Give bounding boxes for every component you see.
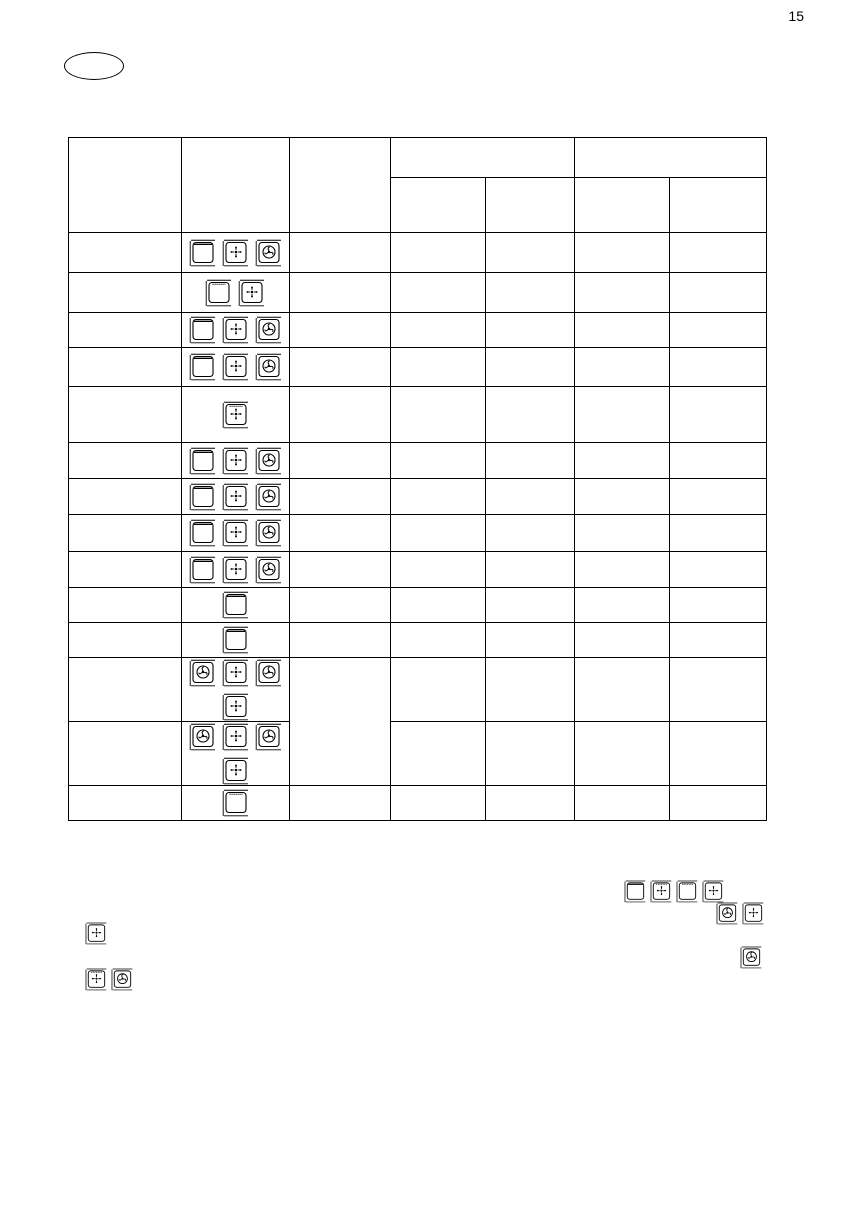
header-dish bbox=[69, 138, 182, 233]
heating-mode-cell bbox=[182, 786, 290, 821]
preheat-cell bbox=[290, 348, 391, 387]
table-row bbox=[69, 313, 767, 348]
value-cell-b2 bbox=[670, 233, 767, 273]
header-group-b-sub2 bbox=[670, 178, 767, 233]
value-cell-a2 bbox=[486, 479, 575, 515]
top-bottom-heat-icon bbox=[189, 519, 217, 547]
fan-heat-icon bbox=[222, 556, 250, 584]
value-cell-b2 bbox=[670, 387, 767, 443]
heating-mode-cell bbox=[182, 348, 290, 387]
top-bottom-heat-icon bbox=[189, 239, 217, 267]
fan-heat-icon bbox=[85, 922, 108, 945]
value-cell-a1 bbox=[391, 479, 486, 515]
ring-fan-heat-icon bbox=[255, 447, 283, 475]
header-group-b bbox=[575, 138, 767, 178]
value-cell-a2 bbox=[486, 233, 575, 273]
value-cell-b2 bbox=[670, 552, 767, 588]
value-cell-a1 bbox=[391, 443, 486, 479]
fan-heat-icon bbox=[222, 447, 250, 475]
top-bottom-heat-icon bbox=[189, 483, 217, 511]
value-cell-b2 bbox=[670, 515, 767, 552]
fan-heat-icon bbox=[702, 880, 725, 903]
header-preheat bbox=[290, 138, 391, 233]
value-cell-a2 bbox=[486, 623, 575, 658]
value-cell-b1 bbox=[575, 786, 670, 821]
fan-heat-icon bbox=[222, 757, 250, 785]
fan-heat-icon bbox=[238, 279, 266, 307]
preheat-cell bbox=[290, 786, 391, 821]
table-row bbox=[69, 658, 767, 722]
value-cell-b1 bbox=[575, 348, 670, 387]
value-cell-b1 bbox=[575, 515, 670, 552]
value-cell-a2 bbox=[486, 515, 575, 552]
value-cell-b1 bbox=[575, 233, 670, 273]
header-group-a-sub1 bbox=[391, 178, 486, 233]
ring-fan-heat-icon bbox=[189, 659, 217, 687]
table-row bbox=[69, 623, 767, 658]
ring-fan-heat-icon bbox=[255, 239, 283, 267]
fan-heat-icon bbox=[222, 316, 250, 344]
value-cell-b1 bbox=[575, 273, 670, 313]
header-mode bbox=[182, 138, 290, 233]
table-row bbox=[69, 515, 767, 552]
ring-fan-heat-icon bbox=[255, 556, 283, 584]
value-cell-a1 bbox=[391, 588, 486, 623]
value-cell-b2 bbox=[670, 658, 767, 722]
top-bottom-heat-icon bbox=[624, 880, 647, 903]
value-cell-a1 bbox=[391, 658, 486, 722]
value-cell-a2 bbox=[486, 658, 575, 722]
preheat-cell bbox=[290, 658, 391, 786]
value-cell-a1 bbox=[391, 515, 486, 552]
table-row bbox=[69, 552, 767, 588]
table-row bbox=[69, 722, 767, 786]
preheat-cell bbox=[290, 443, 391, 479]
value-cell-a2 bbox=[486, 387, 575, 443]
fan-heat-icon bbox=[222, 483, 250, 511]
value-cell-a1 bbox=[391, 387, 486, 443]
top-bottom-heat-icon bbox=[189, 556, 217, 584]
value-cell-a1 bbox=[391, 623, 486, 658]
value-cell-a1 bbox=[391, 233, 486, 273]
value-cell-a1 bbox=[391, 348, 486, 387]
table-row bbox=[69, 387, 767, 443]
value-cell-b1 bbox=[575, 443, 670, 479]
value-cell-b1 bbox=[575, 722, 670, 786]
preheat-cell bbox=[290, 588, 391, 623]
ring-fan-heat-icon bbox=[189, 723, 217, 751]
page-number: 15 bbox=[788, 8, 804, 24]
grill-icon bbox=[205, 279, 233, 307]
grill-icon bbox=[676, 880, 699, 903]
value-cell-a2 bbox=[486, 348, 575, 387]
ring-fan-heat-icon bbox=[255, 316, 283, 344]
dish-cell bbox=[69, 786, 182, 821]
dish-cell bbox=[69, 313, 182, 348]
heating-mode-cell bbox=[182, 313, 290, 348]
ring-fan-heat-icon bbox=[255, 659, 283, 687]
value-cell-b1 bbox=[575, 479, 670, 515]
top-bottom-heat-icon bbox=[189, 316, 217, 344]
ring-fan-heat-icon bbox=[111, 968, 134, 991]
preheat-cell bbox=[290, 515, 391, 552]
value-cell-a1 bbox=[391, 273, 486, 313]
heating-mode-cell bbox=[182, 588, 290, 623]
table-row bbox=[69, 479, 767, 515]
fan-grill-icon bbox=[650, 880, 673, 903]
heating-mode-cell bbox=[182, 387, 290, 443]
heating-mode-cell bbox=[182, 515, 290, 552]
heating-mode-cell bbox=[182, 552, 290, 588]
header-group-a bbox=[391, 138, 575, 178]
fan-heat-icon bbox=[222, 239, 250, 267]
value-cell-b2 bbox=[670, 722, 767, 786]
preheat-cell bbox=[290, 623, 391, 658]
table-row bbox=[69, 786, 767, 821]
table-row bbox=[69, 348, 767, 387]
value-cell-b2 bbox=[670, 348, 767, 387]
heating-mode-cell bbox=[182, 623, 290, 658]
value-cell-a2 bbox=[486, 443, 575, 479]
value-cell-a2 bbox=[486, 722, 575, 786]
preheat-cell bbox=[290, 479, 391, 515]
value-cell-a1 bbox=[391, 313, 486, 348]
fan-grill-icon bbox=[85, 968, 108, 991]
ring-fan-heat-icon bbox=[255, 483, 283, 511]
fan-heat-icon bbox=[222, 659, 250, 687]
top-bottom-heat-icon bbox=[222, 591, 250, 619]
preheat-cell bbox=[290, 273, 391, 313]
dish-cell bbox=[69, 623, 182, 658]
dish-cell bbox=[69, 387, 182, 443]
value-cell-b1 bbox=[575, 313, 670, 348]
value-cell-a2 bbox=[486, 552, 575, 588]
fan-heat-icon bbox=[222, 693, 250, 721]
heating-mode-cell bbox=[182, 443, 290, 479]
dish-cell bbox=[69, 233, 182, 273]
value-cell-a2 bbox=[486, 313, 575, 348]
preheat-cell bbox=[290, 233, 391, 273]
value-cell-b1 bbox=[575, 588, 670, 623]
value-cell-b1 bbox=[575, 658, 670, 722]
ring-fan-heat-icon bbox=[255, 519, 283, 547]
ring-fan-heat-icon bbox=[255, 723, 283, 751]
heating-mode-cell bbox=[182, 273, 290, 313]
top-bottom-heat-icon bbox=[189, 447, 217, 475]
dish-cell bbox=[69, 552, 182, 588]
heating-mode-cell bbox=[182, 722, 290, 786]
dish-cell bbox=[69, 515, 182, 552]
header-group-a-sub2 bbox=[486, 178, 575, 233]
value-cell-b2 bbox=[670, 443, 767, 479]
dish-cell bbox=[69, 479, 182, 515]
footnotes bbox=[80, 870, 780, 1000]
value-cell-b2 bbox=[670, 623, 767, 658]
top-bottom-heat-icon bbox=[189, 353, 217, 381]
ring-fan-heat-icon bbox=[716, 902, 739, 925]
heating-mode-cell bbox=[182, 479, 290, 515]
ring-fan-heat-icon bbox=[740, 946, 763, 969]
table-row bbox=[69, 588, 767, 623]
fan-heat-icon bbox=[222, 723, 250, 751]
value-cell-a2 bbox=[486, 786, 575, 821]
dish-cell bbox=[69, 273, 182, 313]
value-cell-a2 bbox=[486, 588, 575, 623]
language-badge bbox=[64, 52, 124, 80]
baking-settings-table bbox=[68, 137, 767, 821]
value-cell-a1 bbox=[391, 552, 486, 588]
value-cell-b1 bbox=[575, 552, 670, 588]
value-cell-a1 bbox=[391, 722, 486, 786]
table-row bbox=[69, 443, 767, 479]
value-cell-b1 bbox=[575, 387, 670, 443]
value-cell-a2 bbox=[486, 273, 575, 313]
value-cell-b1 bbox=[575, 623, 670, 658]
dish-cell bbox=[69, 722, 182, 786]
preheat-cell bbox=[290, 552, 391, 588]
ring-fan-heat-icon bbox=[255, 353, 283, 381]
dish-cell bbox=[69, 443, 182, 479]
dish-cell bbox=[69, 658, 182, 722]
heating-mode-cell bbox=[182, 658, 290, 722]
fan-heat-icon bbox=[222, 519, 250, 547]
dish-cell bbox=[69, 348, 182, 387]
value-cell-b2 bbox=[670, 588, 767, 623]
value-cell-b2 bbox=[670, 313, 767, 348]
fan-heat-icon bbox=[742, 902, 765, 925]
preheat-cell bbox=[290, 387, 391, 443]
value-cell-b2 bbox=[670, 479, 767, 515]
value-cell-b2 bbox=[670, 273, 767, 313]
top-bottom-heat-icon bbox=[222, 626, 250, 654]
value-cell-b2 bbox=[670, 786, 767, 821]
fan-grill-icon bbox=[222, 401, 250, 429]
value-cell-a1 bbox=[391, 786, 486, 821]
dish-cell bbox=[69, 588, 182, 623]
preheat-cell bbox=[290, 313, 391, 348]
table-row bbox=[69, 233, 767, 273]
heating-mode-cell bbox=[182, 233, 290, 273]
header-group-b-sub1 bbox=[575, 178, 670, 233]
fan-heat-icon bbox=[222, 353, 250, 381]
table-row bbox=[69, 273, 767, 313]
grill-icon bbox=[222, 789, 250, 817]
